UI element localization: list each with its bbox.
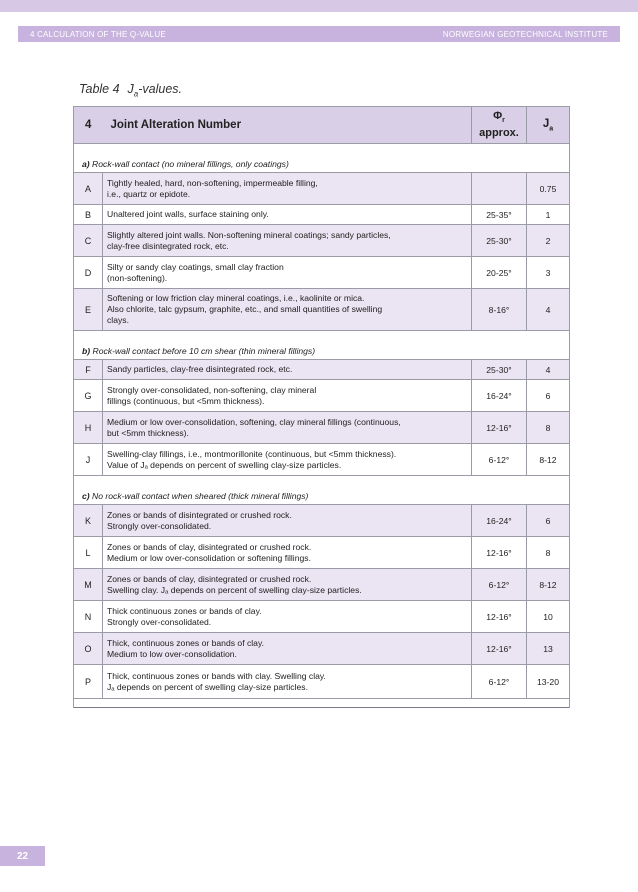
row-ja: 0.75 (527, 173, 570, 205)
row-description (103, 257, 472, 289)
description-line: Thick, continuous zones or bands of clay. (107, 637, 264, 648)
row-description (103, 360, 472, 380)
table-row (74, 205, 570, 225)
table-head-row (74, 107, 570, 144)
description-line: Zones or bands of clay, disintegrated or crushed rock. (107, 573, 312, 584)
head-number: 4 (74, 107, 103, 144)
section-header (74, 156, 570, 173)
row-letter: M (74, 569, 103, 601)
row-ja: 3 (527, 257, 570, 289)
section-gap (74, 331, 570, 344)
description-line: but <5mm thickness). (107, 427, 189, 438)
table-row (74, 537, 570, 569)
row-phi: 20-25° (472, 257, 527, 289)
table-row (74, 569, 570, 601)
row-description (103, 205, 472, 225)
row-ja: 4 (527, 360, 570, 380)
row-phi: 6-12° (472, 569, 527, 601)
phi-sub: r (502, 117, 505, 125)
row-phi: 16-24° (472, 380, 527, 412)
description-line: Medium or low over-consolidation, softening, clay mineral fillings (continuous, (107, 416, 401, 427)
ja-symbol: J (542, 117, 550, 130)
section-title: No rock-wall contact when sheared (thick mineral fillings) (92, 491, 309, 501)
table-caption (79, 82, 182, 99)
description-line: Medium to low over-consolidation. (107, 648, 237, 659)
description-line: Value of Jₐ depends on percent of swelling clay-size particles. (107, 459, 342, 470)
description-line: Strongly over-consolidated. (107, 520, 212, 531)
row-description (103, 569, 472, 601)
row-description (103, 289, 472, 331)
phi-label: approx. (479, 127, 519, 140)
section-header-row (74, 156, 570, 173)
description-line: Swelling clay. Jₐ depends on percent of swelling clay-size particles. (107, 584, 362, 595)
row-ja: 1 (527, 205, 570, 225)
row-ja: 8 (527, 537, 570, 569)
row-ja: 4 (527, 289, 570, 331)
description-line: Jₐ depends on percent of swelling clay-size particles. (107, 681, 308, 692)
running-header (18, 26, 620, 42)
row-description (103, 633, 472, 665)
caption-prefix: Table 4 (79, 82, 120, 96)
row-phi: 12-16° (472, 412, 527, 444)
description-line: Silty or sandy clay coatings, small clay fraction (107, 261, 284, 272)
section-gap-cell (74, 331, 570, 344)
description-line: Tightly healed, hard, non-softening, impermeable filling, (107, 177, 318, 188)
row-description (103, 444, 472, 476)
section-header-row (74, 343, 570, 360)
table-end-gap (74, 699, 570, 708)
description-line: fillings (continuous, but <5mm thickness). (107, 395, 265, 406)
description-line: (non-softening). (107, 272, 168, 283)
row-letter: D (74, 257, 103, 289)
table-row (74, 412, 570, 444)
row-letter: J (74, 444, 103, 476)
row-letter: E (74, 289, 103, 331)
section-letter: b) (82, 346, 91, 356)
description-line: Sandy particles, clay-free disintegrated rock, etc. (107, 364, 293, 374)
row-phi: 12-16° (472, 601, 527, 633)
table-row (74, 444, 570, 476)
row-letter: P (74, 665, 103, 699)
table-row (74, 257, 570, 289)
chapter-title: 4 CALCULATION OF THE Q-VALUE (30, 29, 166, 39)
description-line: Zones or bands of disintegrated or crushed rock. (107, 509, 292, 520)
row-letter: K (74, 505, 103, 537)
row-phi: 16-24° (472, 505, 527, 537)
row-phi (472, 173, 527, 205)
caption-symbol: J (127, 82, 134, 96)
row-phi: 25-35° (472, 205, 527, 225)
institute-name: NORWEGIAN GEOTECHNICAL INSTITUTE (442, 29, 608, 39)
description-line: Softening or low friction clay mineral coatings, i.e., kaolinite or mica. (107, 293, 365, 303)
section-header-row (74, 488, 570, 505)
description-line: Also chlorite, talc gypsum, graphite, etc., and small quantities of swelling (107, 304, 383, 314)
description-line: i.e., quartz or epidote. (107, 188, 191, 199)
section-gap-cell (74, 476, 570, 489)
row-letter: G (74, 380, 103, 412)
row-description (103, 173, 472, 205)
row-letter: L (74, 537, 103, 569)
table-end-gap-cell (74, 699, 570, 708)
row-ja: 8 (527, 412, 570, 444)
row-letter: H (74, 412, 103, 444)
phi-symbol: Φ (493, 109, 503, 122)
description-line: Thick, continuous zones or bands with clay. Swelling clay. (107, 670, 326, 681)
section-header (74, 488, 570, 505)
row-ja: 13 (527, 633, 570, 665)
description-line: clays. (107, 315, 129, 325)
table-row (74, 173, 570, 205)
row-description (103, 601, 472, 633)
description-line: clay-free disintegrated rock, etc. (107, 240, 229, 251)
table-row (74, 633, 570, 665)
table-row (74, 380, 570, 412)
row-description (103, 225, 472, 257)
table-row (74, 665, 570, 699)
row-ja: 6 (527, 505, 570, 537)
section-gap (74, 144, 570, 157)
section-letter: c) (82, 491, 90, 501)
head-phi (472, 107, 527, 144)
ja-sub: a (549, 125, 554, 133)
row-description (103, 412, 472, 444)
description-line: Strongly over-consolidated. (107, 616, 212, 627)
row-ja: 6 (527, 380, 570, 412)
description-line: Strongly over-consolidated, non-softening, clay mineral (107, 384, 317, 395)
description-line: Slightly altered joint walls. Non-softening mineral coatings; sandy particles, (107, 229, 391, 240)
row-ja: 13-20 (527, 665, 570, 699)
row-letter: C (74, 225, 103, 257)
head-ja (527, 107, 570, 144)
top-color-band (0, 0, 638, 12)
caption-symbol-sub: a (133, 89, 139, 99)
row-phi: 8-16° (472, 289, 527, 331)
table-row (74, 225, 570, 257)
row-letter: B (74, 205, 103, 225)
row-description (103, 665, 472, 699)
section-gap (74, 476, 570, 489)
row-phi: 25-30° (472, 225, 527, 257)
section-gap-cell (74, 144, 570, 157)
row-description (103, 505, 472, 537)
head-title: Joint Alteration Number (103, 107, 472, 144)
section-title: Rock-wall contact (no mineral fillings, only coatings) (92, 159, 289, 169)
row-phi: 12-16° (472, 537, 527, 569)
table-row (74, 360, 570, 380)
row-letter: O (74, 633, 103, 665)
table-row (74, 289, 570, 331)
joint-alteration-table (73, 106, 570, 708)
table-row (74, 601, 570, 633)
row-letter: A (74, 173, 103, 205)
row-ja: 8-12 (527, 444, 570, 476)
row-ja: 8-12 (527, 569, 570, 601)
table-row (74, 505, 570, 537)
caption-suffix: -values. (138, 82, 183, 96)
description-line: Unaltered joint walls, surface staining only. (107, 209, 269, 219)
row-description (103, 537, 472, 569)
section-title: Rock-wall contact before 10 cm shear (thin mineral fillings) (92, 346, 316, 356)
row-phi: 12-16° (472, 633, 527, 665)
row-phi: 25-30° (472, 360, 527, 380)
section-header (74, 343, 570, 360)
row-letter: N (74, 601, 103, 633)
row-ja: 10 (527, 601, 570, 633)
description-line: Thick continuous zones or bands of clay. (107, 605, 262, 616)
row-ja: 2 (527, 225, 570, 257)
row-description (103, 380, 472, 412)
row-letter: F (74, 360, 103, 380)
row-phi: 6-12° (472, 665, 527, 699)
row-phi: 6-12° (472, 444, 527, 476)
section-letter: a) (82, 159, 90, 169)
description-line: Medium or low over-consolidation or softening fillings. (107, 552, 311, 563)
description-line: Zones or bands of clay, disintegrated or crushed rock. (107, 541, 312, 552)
description-line: Swelling-clay fillings, i.e., montmorillonite (continuous, but <5mm thickness). (107, 448, 397, 459)
page-number: 22 (0, 846, 45, 866)
